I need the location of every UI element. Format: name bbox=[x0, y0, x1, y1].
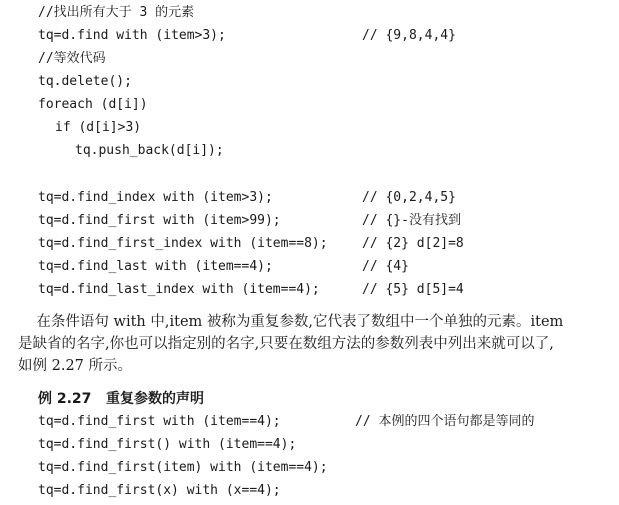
code-if: if (d[i]>3) bbox=[55, 120, 142, 135]
result-find-first: // {}-没有找到 bbox=[362, 213, 461, 228]
example-result-1: // 本例的四个语句都是等同的 bbox=[355, 414, 535, 429]
example-code-3: tq=d.find_first(item) with (item==4); bbox=[38, 460, 328, 475]
code-find-first-index: tq=d.find_first_index with (item==8); bbox=[38, 236, 328, 251]
result-find-index: // {0,2,4,5} bbox=[362, 190, 456, 205]
comment-find-all: //找出所有大于 3 的元素 bbox=[38, 5, 195, 20]
code-push-back: tq.push_back(d[i]); bbox=[75, 143, 224, 158]
result-find-last-index: // {5} d[5]=4 bbox=[362, 282, 464, 297]
example-heading: 例 2.27 重复参数的声明 bbox=[38, 391, 205, 407]
code-find-index: tq=d.find_index with (item>3); bbox=[38, 190, 273, 205]
example-code-2: tq=d.find_first() with (item==4); bbox=[38, 437, 297, 452]
paragraph-line-2: 是缺省的名字,你也可以指定别的名字,只要在数组方法的参数列表中列出来就可以了, bbox=[18, 336, 554, 352]
result-find: // {9,8,4,4} bbox=[362, 28, 456, 43]
code-find-last-index: tq=d.find_last_index with (item==4); bbox=[38, 282, 320, 297]
example-code-1: tq=d.find_first with (item==4); bbox=[38, 414, 281, 429]
code-find-last: tq=d.find_last with (item==4); bbox=[38, 259, 273, 274]
result-find-last: // {4} bbox=[362, 259, 409, 274]
result-find-first-index: // {2} d[2]=8 bbox=[362, 236, 464, 251]
paragraph-line-3: 如例 2.27 所示。 bbox=[18, 358, 133, 374]
paragraph-line-1: 在条件语句 with 中,item 被称为重复参数,它代表了数组中一个单独的元素。item bbox=[18, 314, 564, 330]
example-code-4: tq=d.find_first(x) with (x==4); bbox=[38, 483, 281, 498]
code-foreach: foreach (d[i]) bbox=[38, 97, 148, 112]
code-find-first: tq=d.find_first with (item>99); bbox=[38, 213, 281, 228]
comment-equivalent: //等效代码 bbox=[38, 51, 106, 66]
code-delete: tq.delete(); bbox=[38, 74, 132, 89]
code-find: tq=d.find with (item>3); bbox=[38, 28, 226, 43]
